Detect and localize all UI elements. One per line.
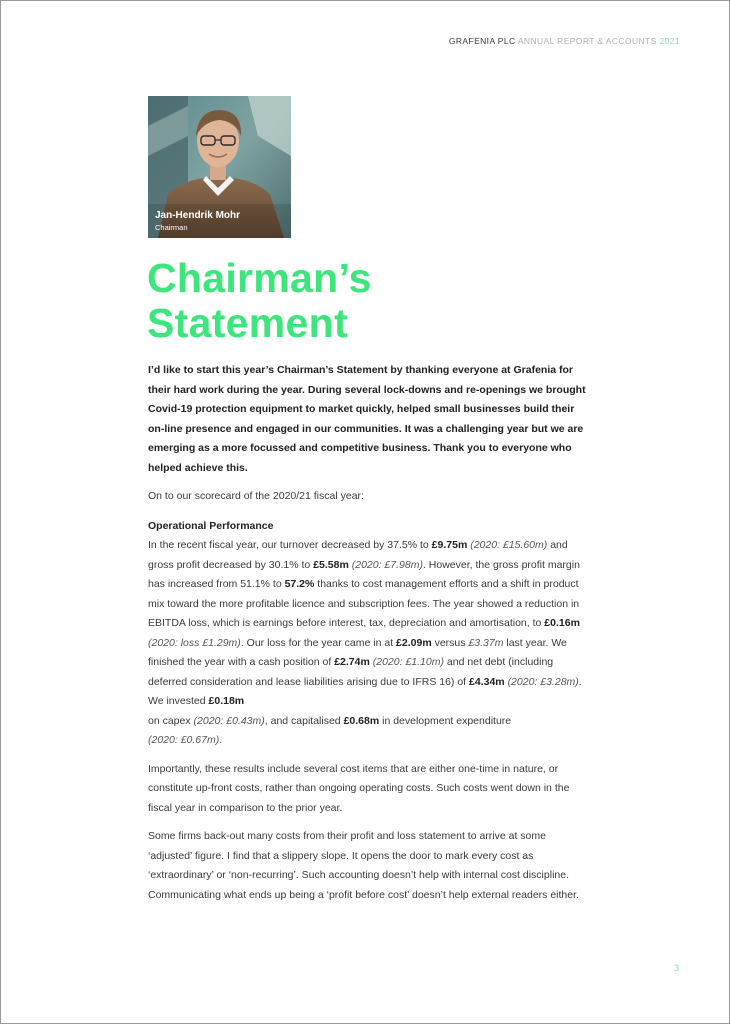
ops-text: on capex bbox=[148, 714, 194, 727]
ops-prior-year: (2020: £1.10m) bbox=[372, 656, 444, 668]
ops-figure: £9.75m bbox=[431, 539, 468, 551]
page-title-line-2: Statement bbox=[147, 300, 348, 346]
ops-text: In the recent fiscal year, our turnover decreased by 37.5% to bbox=[148, 539, 432, 551]
operational-performance-paragraph bbox=[148, 536, 588, 751]
ops-text: last year. We finished the year with a cash position of bbox=[148, 636, 567, 668]
adjusted-figures-paragraph: Some firms back-out many costs from their profit and loss statement to arrive at some ‘adjusted’ figure. I find that a slippery slope. It opens the door to mark every cost as ‘extraordinary’ or ‘non-recurring’. Such accounting doesn’t help with internal cost discipline. Communicating what ends up being a ‘profit before cost’ doesn’t help external readers either. bbox=[148, 830, 579, 901]
scorecard-paragraph: On to our scorecard of the 2020/21 fiscal year: bbox=[148, 490, 364, 502]
running-header bbox=[449, 36, 680, 46]
ops-prior-year: (2020: loss £1.29m) bbox=[148, 636, 241, 649]
ops-figure: £0.18m bbox=[208, 695, 245, 707]
page-title-line-1: Chairman’s bbox=[147, 255, 372, 301]
ops-text: versus bbox=[431, 636, 469, 649]
ops-prior-year: (2020: £0.43m) bbox=[193, 714, 265, 727]
ops-prior-year: (2020: £15.60m) bbox=[470, 539, 548, 551]
chairman-photo bbox=[148, 96, 291, 238]
header-year: 2021 bbox=[659, 36, 680, 46]
ops-text: . bbox=[219, 734, 223, 746]
ops-figure: £4.34m bbox=[469, 675, 505, 688]
ops-prior-year: (2020: £0.67m) bbox=[148, 734, 220, 746]
ops-figure: 57.2% bbox=[284, 578, 315, 590]
ops-text: and gross profit decreased by 30.1% to bbox=[148, 539, 568, 571]
ops-text: . We invested bbox=[148, 675, 582, 707]
ops-prior-year: (2020: £7.98m) bbox=[351, 558, 423, 571]
photo-caption-name: Jan-Hendrik Mohr bbox=[155, 210, 241, 221]
header-company: GRAFENIA PLC bbox=[448, 36, 516, 46]
ops-text: thanks to cost management efforts and a shift in product mix toward the more profitable licence and subscription fees. The year showed a reduction in EBITDA loss, which is earnings before interest, tax, depreciation and amortisation, to bbox=[148, 578, 580, 629]
operational-performance-heading: Operational Performance bbox=[148, 519, 274, 532]
ops-figure: £2.74m bbox=[334, 656, 370, 668]
intro-paragraph: I’d like to start this year’s Chairman’s Statement by thanking everyone at Grafenia for their hard work during the year. During several lock-downs and re-openings we brought Covid-19 protection equipment to market quickly, helped small businesses build their on-line presence and engaged in our communities. It was a challenging year but we are emerging as a more focussed and competitive business. Thank you to everyone who helped achieve this. bbox=[148, 364, 586, 474]
photo-caption-role: Chairman bbox=[155, 223, 188, 232]
ops-text: . Our loss for the year came in at bbox=[240, 636, 397, 649]
ops-text: in development expenditure bbox=[379, 714, 512, 727]
page-number: 3 bbox=[673, 963, 679, 973]
page-title bbox=[147, 256, 372, 346]
ops-prior-year: £3.37m bbox=[468, 636, 504, 649]
ops-prior-year: (2020: £3.28m) bbox=[507, 675, 579, 688]
ops-figure: £5.58m bbox=[313, 558, 349, 571]
ops-text: , and capitalised bbox=[264, 714, 344, 727]
ops-figure: £0.16m bbox=[544, 617, 580, 629]
ops-text: and net debt (including deferred consideration and lease liabilities arising due to IFRS 16) of bbox=[148, 656, 554, 688]
statement-body bbox=[148, 361, 588, 914]
header-report: ANNUAL REPORT & ACCOUNTS bbox=[517, 36, 657, 46]
ops-figure: £0.68m bbox=[343, 714, 380, 727]
ops-text: . However, the gross profit margin has increased from 51.1% to bbox=[148, 558, 580, 590]
ops-figure: £2.09m bbox=[396, 636, 432, 649]
importantly-paragraph: Importantly, these results include several cost items that are either one-time in nature, or constitute up-front costs, rather than ongoing operating costs. Such costs went down in the fiscal year in comparison to the prior year. bbox=[148, 762, 570, 814]
